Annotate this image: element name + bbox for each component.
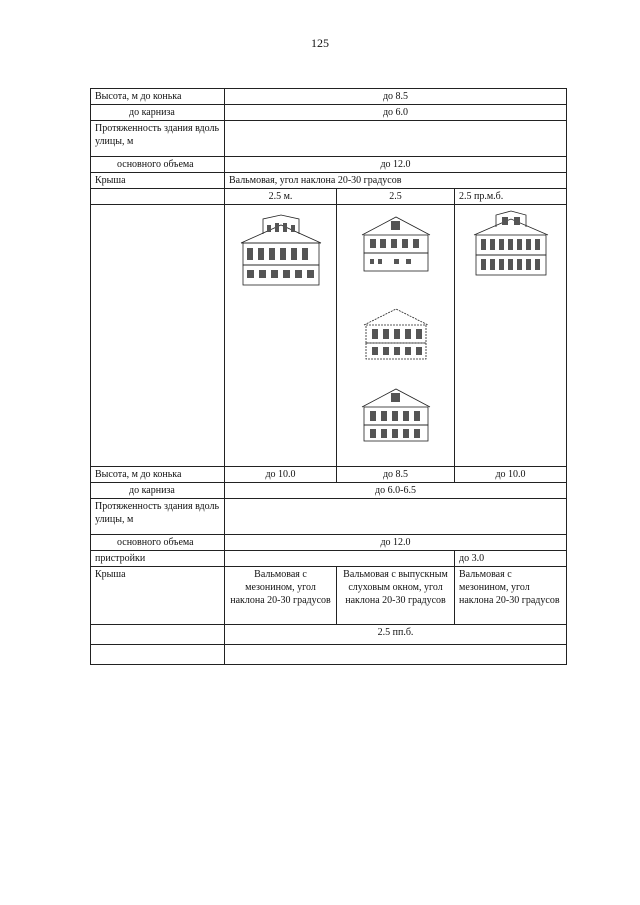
table-row (91, 189, 567, 205)
row-value (225, 499, 567, 535)
row-value: до 8.5 (225, 89, 567, 105)
row-value (225, 121, 567, 157)
row-label: до карниза (91, 105, 225, 121)
table-row (91, 467, 567, 483)
row-label: Высота, м до конька (91, 89, 225, 105)
house-facade-hip-icon (356, 305, 436, 365)
row-value: до 10.0 (455, 467, 567, 483)
table-row (91, 551, 567, 567)
house-facade-dormer-icon (356, 209, 436, 279)
table-row (91, 157, 567, 173)
table-row (91, 535, 567, 551)
table-row (91, 89, 567, 105)
empty-cell (91, 645, 225, 665)
row-label: основного объема (91, 535, 225, 551)
table-row (91, 173, 567, 189)
page-number: 125 (311, 36, 329, 50)
row-value: до 6.0 (225, 105, 567, 121)
row-value: до 10.0 (225, 467, 337, 483)
table-row (91, 625, 567, 645)
row-value: 2.5 пп.б. (225, 625, 567, 645)
table-row (91, 105, 567, 121)
row-label: Протяженность здания вдоль улицы, м (91, 499, 225, 535)
row-label: пристройки (91, 551, 225, 567)
row-value: Вальмовая с выпускным слуховым окном, угол наклона 20-30 градусов (337, 567, 455, 625)
row-value: Вальмовая, угол наклона 20-30 градусов (225, 173, 567, 189)
row-label: Протяженность здания вдоль улицы, м (91, 121, 225, 157)
row-label: Крыша (91, 567, 225, 625)
row-value: до 8.5 (337, 467, 455, 483)
row-value: до 6.0-6.5 (225, 483, 567, 499)
house-facade-dormer-icon (356, 385, 436, 445)
table-row (91, 499, 567, 535)
building-spec-table (90, 88, 567, 665)
row-value: до 12.0 (225, 535, 567, 551)
empty-cell (91, 205, 225, 467)
table-row (91, 567, 567, 625)
table-row (91, 121, 567, 157)
empty-cell (225, 645, 567, 665)
row-label: Высота, м до конька (91, 467, 225, 483)
row-label: основного объема (91, 157, 225, 173)
row-value: до 12.0 (225, 157, 567, 173)
row-value: Вальмовая с мезонином, угол наклона 20-30 градусов (455, 567, 567, 625)
facade-drawing-cell (455, 205, 567, 467)
facade-drawing-cell (337, 205, 455, 467)
row-value: до 3.0 (455, 551, 567, 567)
row-label: до карниза (91, 483, 225, 499)
type-label: 2.5 пр.м.б. (455, 189, 567, 205)
table-row (91, 483, 567, 499)
empty-cell (225, 551, 455, 567)
empty-cell (91, 625, 225, 645)
drawing-row (91, 205, 567, 467)
house-facade-mezzanine-icon (231, 213, 331, 293)
row-label: Крыша (91, 173, 225, 189)
table-row (91, 645, 567, 665)
facade-drawing-cell (225, 205, 337, 467)
type-label: 2.5 м. (225, 189, 337, 205)
house-facade-mezzanine-balcony-icon (468, 209, 554, 283)
type-label: 2.5 (337, 189, 455, 205)
empty-cell (91, 189, 225, 205)
row-value: Вальмовая с мезонином, угол наклона 20-30 градусов (225, 567, 337, 625)
